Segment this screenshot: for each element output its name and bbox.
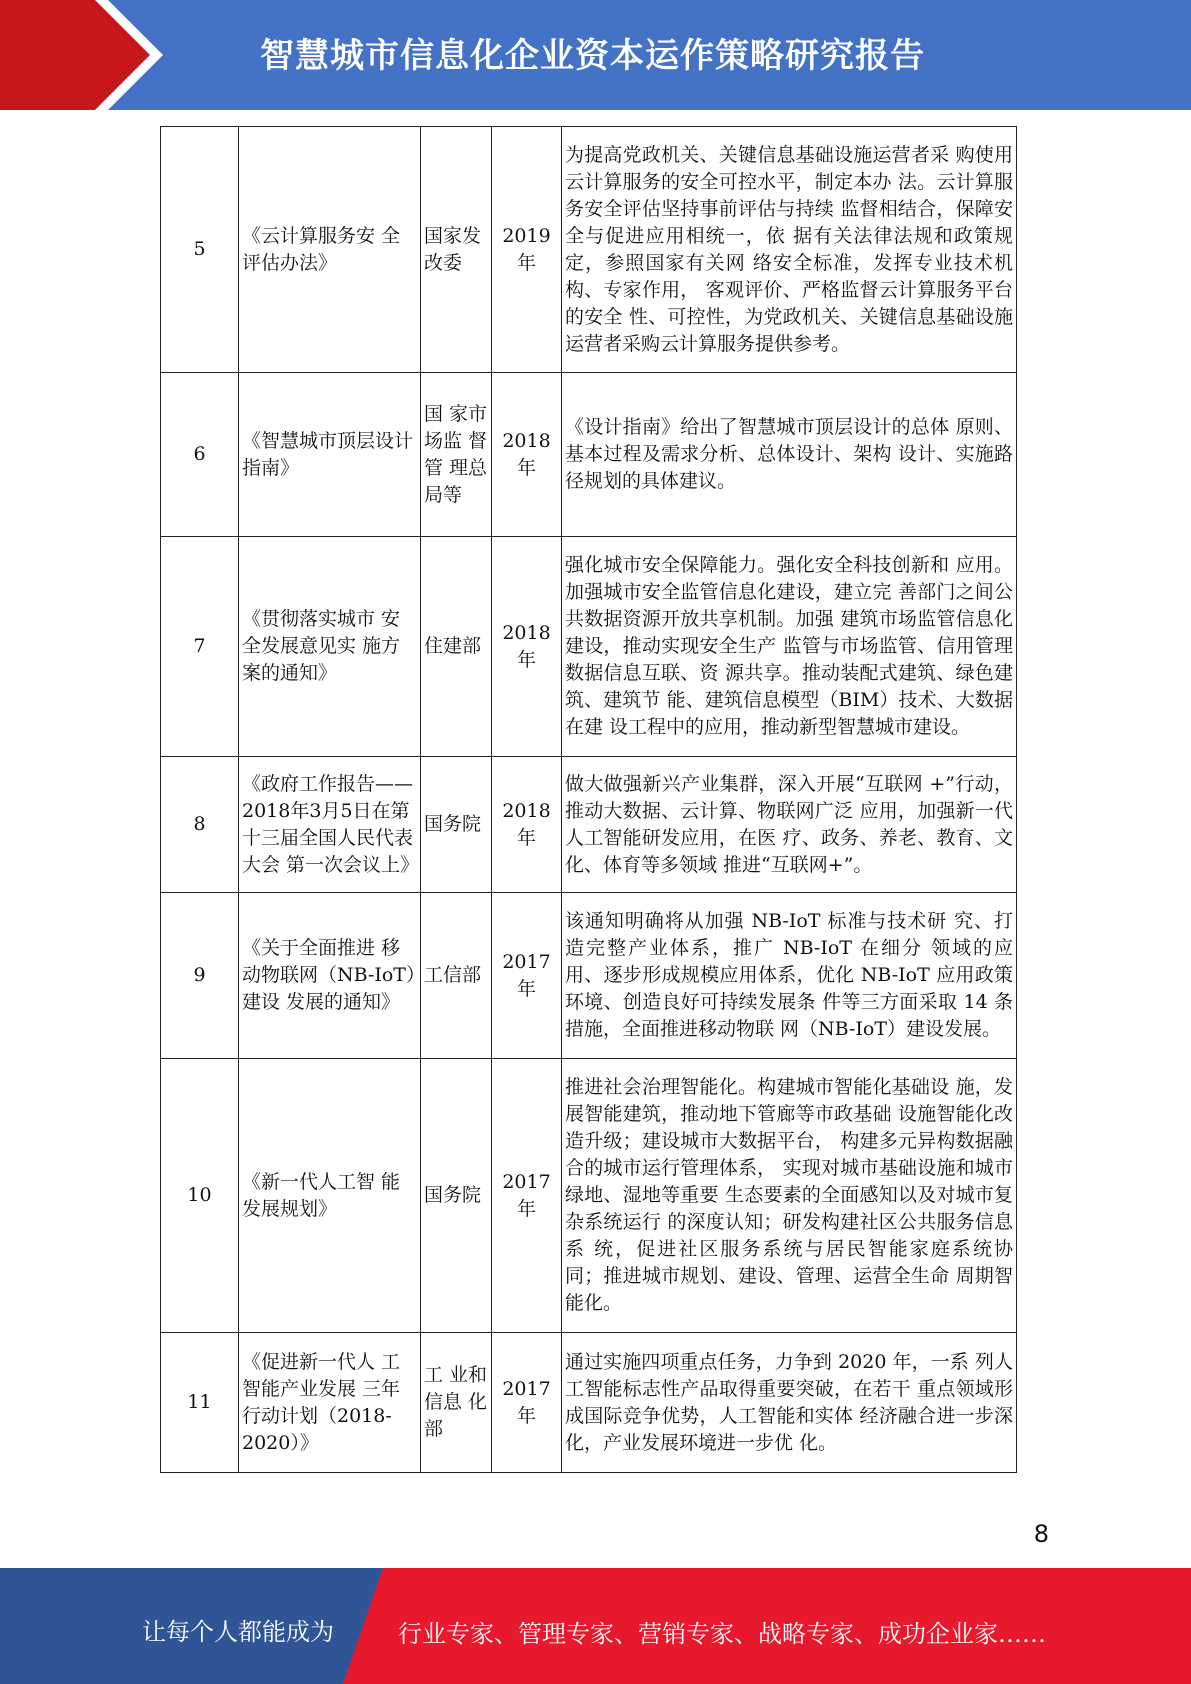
policy-content: 强化城市安全保障能力。强化安全科技创新和 应用。加强城市安全监管信息化建设，建立完 善部门之间公共数据资源开放共享机制。加强 建筑市场监管信息化建设，推动实现安全生产 监管与市场监管、信用管理数据信息互联、资 源共享。推动装配式建筑、绿色建筑、建筑节 能、建筑信息模型（BIM）技术、大数据在建 设工程中的应用，推动新型智慧城市建设。 [562,537,1017,757]
year: 2018年 [492,373,562,537]
issuer: 住建部 [421,537,492,757]
page-number: 8 [1033,1520,1049,1548]
policy-table [160,126,1017,1473]
policy-name: 《贯彻落实城市 安全发展意见实 施方案的通知》 [239,537,421,757]
policy-name: 《云计算服务安 全评估办法》 [239,127,421,373]
year: 2018年 [492,757,562,893]
year: 2019年 [492,127,562,373]
table-row [161,1059,1017,1333]
issuer: 国 家市 场监 督管 理总 局等 [421,373,492,537]
table-row [161,1333,1017,1473]
row-number: 5 [161,127,239,373]
policy-content: 推进社会治理智能化。构建城市智能化基础设 施，发展智能建筑，推动地下管廊等市政基础 设施智能化改造升级；建设城市大数据平台， 构建多元异构数据融合的城市运行管理体系， 实现对城市基础设施和城市绿地、湿地等重要 生态要素的全面感知以及对城市复杂系统运行 的深度认知；研发构建社区公共服务信息系 统，促进社区服务系统与居民智能家庭系统协 同；推进城市规划、建设、管理、运营全生命 周期智能化。 [562,1059,1017,1333]
page-footer [0,1568,1191,1684]
row-number: 10 [161,1059,239,1333]
policy-name: 《新一代人工智 能发展规划》 [239,1059,421,1333]
policy-name: 《智慧城市顶层设计指南》 [239,373,421,537]
policy-content: 《设计指南》给出了智慧城市顶层设计的总体 原则、基本过程及需求分析、总体设计、架构 设计、实施路径规划的具体建议。 [562,373,1017,537]
row-number: 7 [161,537,239,757]
issuer: 工 业和 信息 化部 [421,1333,492,1473]
row-number: 8 [161,757,239,893]
footer-slogan-left: 让每个人都能成为 [142,1618,334,1646]
year: 2018年 [492,537,562,757]
row-number: 9 [161,893,239,1059]
issuer: 国家发改委 [421,127,492,373]
policy-content: 为提高党政机关、关键信息基础设施运营者采 购使用云计算服务的安全可控水平，制定本办 法。云计算服务安全评估坚持事前评估与持续 监督相结合，保障安全与促进应用相统一，依 据有关法律法规和政策规定，参照国家有关网 络安全标准，发挥专业技术机构、专家作用， 客观评价、严格监督云计算服务平台的安全 性、可控性，为党政机关、关键信息基础设施 运营者采购云计算服务提供参考。 [562,127,1017,373]
policy-content: 该通知明确将从加强 NB-IoT 标准与技术研 究、打造完整产业体系，推广 NB-IoT 在细分 领域的应用、逐步形成规模应用体系，优化 NB-IoT 应用政策环境、创造良好可持续发展条 件等三方面采取 14 条措施，全面推进移动物联 网（NB-IoT）建设发展。 [562,893,1017,1059]
table-row [161,537,1017,757]
issuer: 工信部 [421,893,492,1059]
report-title: 智慧城市信息化企业资本运作策略研究报告 [260,36,925,76]
policy-content: 通过实施四项重点任务，力争到 2020 年，一系 列人工智能标志性产品取得重要突破，在若干 重点领域形成国际竞争优势，人工智能和实体 经济融合进一步深化，产业发展环境进一步优 化。 [562,1333,1017,1473]
policy-name: 《促进新一代人 工智能产业发展 三年行动计划（2018-2020）》 [239,1333,421,1473]
issuer: 国务院 [421,1059,492,1333]
policy-name: 《关于全面推进 移动物联网（NB-IoT）建设 发展的通知》 [239,893,421,1059]
year: 2017年 [492,893,562,1059]
policy-name: 《政府工作报告——2018年3月5日在第十三届全国人民代表大会 第一次会议上》 [239,757,421,893]
table-row [161,373,1017,537]
footer-slogan-right: 行业专家、管理专家、营销专家、战略专家、成功企业家…… [398,1620,1046,1648]
policy-content: 做大做强新兴产业集群，深入开展“互联网 +”行动，推动大数据、云计算、物联网广泛 应用，加强新一代人工智能研发应用，在医 疗、政务、养老、教育、文化、体育等多领域 推进“互联网+”。 [562,757,1017,893]
year: 2017年 [492,1333,562,1473]
table-row [161,893,1017,1059]
year: 2017年 [492,1059,562,1333]
issuer: 国务院 [421,757,492,893]
row-number: 11 [161,1333,239,1473]
table-row [161,127,1017,373]
row-number: 6 [161,373,239,537]
table-row [161,757,1017,893]
page-header [0,0,1191,110]
